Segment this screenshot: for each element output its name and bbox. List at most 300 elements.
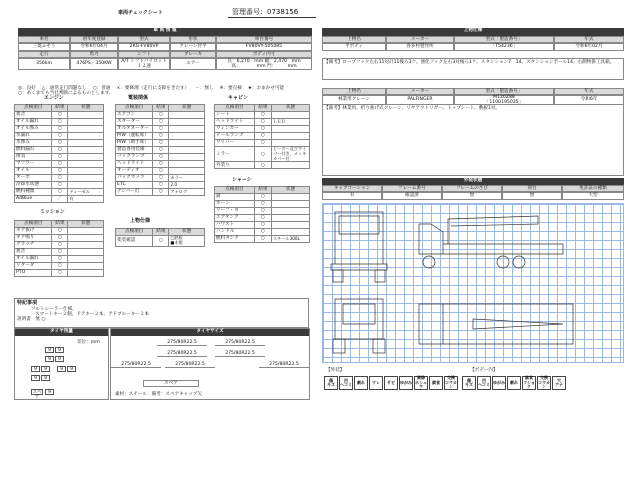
electric-cell: ○ xyxy=(153,112,169,119)
crane-arm xyxy=(448,216,538,244)
table-row xyxy=(116,175,205,182)
chassis-cell: ○ xyxy=(254,222,271,229)
chassis-head: 結果 xyxy=(254,187,271,194)
damage-body-marker: 交換 コウカン xyxy=(538,375,550,390)
electric-cell: ナンバー灯 xyxy=(116,189,153,196)
special-line-1: フルトレーラー仕様。 xyxy=(31,306,77,312)
upper-spec-label: 年式 xyxy=(554,36,624,43)
truck-drawing xyxy=(323,204,625,364)
table-row xyxy=(116,161,205,168)
upper-cell: 架装確認 xyxy=(116,236,153,247)
cabin-cell xyxy=(271,126,309,133)
tire-depth: 9 xyxy=(45,356,54,362)
engine-head: 結果 xyxy=(52,105,68,112)
engine-cell xyxy=(68,119,104,126)
tire-depth: 9 xyxy=(55,356,64,362)
legend-item: －：無し xyxy=(195,86,214,91)
special-title: 特記事項 xyxy=(17,300,38,306)
side-view xyxy=(419,224,563,254)
tire-depth: 9 xyxy=(67,366,76,372)
upper-spec-value: 令和6年 xyxy=(554,95,624,105)
mission-cell xyxy=(68,235,104,242)
side-wheel-1 xyxy=(423,256,435,268)
mission-head-row xyxy=(15,221,104,228)
vehicle-row1-values-3: クレーン付平 xyxy=(170,43,216,51)
upper-note-1-text: ロープフック左右11対計11後ろ3ケ。強化フック左右3対後ろ1ケ。スタンション7 14。スタンションポール14。右側物掛工具箱。 xyxy=(342,60,615,65)
table-row xyxy=(116,147,205,154)
damage-ext-marker: 腐食 xyxy=(429,376,443,390)
mission-cell: ○ xyxy=(52,263,68,270)
engine-cell xyxy=(68,154,104,161)
electric-cell: 製造専用装備 xyxy=(116,147,153,154)
upper-spec-label: 年式 xyxy=(554,88,624,95)
upper-head: 結果 xyxy=(153,229,169,236)
engine-table xyxy=(14,104,104,203)
chassis-cell: ○ xyxy=(254,201,271,208)
vehicle-row1-values-0: 三菱ふそう xyxy=(18,43,70,51)
table-row xyxy=(215,194,310,201)
table-row xyxy=(215,162,310,169)
chassis-cell: エアタンク xyxy=(215,215,255,222)
mission-cell: クラッチ xyxy=(15,242,52,249)
vehicle-row2-labels-0: 走行 xyxy=(18,51,70,58)
electric-cell: スターター xyxy=(116,119,153,126)
cabin-cell xyxy=(271,133,309,140)
engine-cell: 水滲み xyxy=(15,140,52,147)
engine-cell: 燃料種類 xyxy=(15,189,52,196)
exterior-value: 確認済 xyxy=(382,192,442,200)
chassis-cell xyxy=(271,208,309,215)
vehicle-row2-values-2: A/T シフトバイロット １２速 xyxy=(118,58,170,70)
electric-head: 点検項目 xyxy=(116,105,153,112)
top-view xyxy=(419,304,573,344)
cabin-cell: ヒーター及びワイパー付き、メッキカバー付 xyxy=(271,147,309,162)
upper-note-2-label: 【備考】 xyxy=(324,106,343,111)
tire-size xyxy=(110,328,310,400)
vehicle-row2-values-3: エアー xyxy=(170,58,216,70)
chassis-head-row xyxy=(215,187,310,194)
chassis-cell xyxy=(271,201,309,208)
engine-cell: ○ xyxy=(52,175,68,182)
table-row xyxy=(215,112,310,119)
damage-ext-marker: 割れ xyxy=(354,376,368,390)
mgmt-underline xyxy=(228,17,316,18)
cabin-cell xyxy=(271,162,309,169)
table-row xyxy=(15,147,104,154)
tire-depth: 9 xyxy=(31,375,40,381)
upper-head: 状態 xyxy=(169,229,205,236)
mission-cell xyxy=(68,228,104,235)
table-row xyxy=(116,119,205,126)
cabin-cell: 外装り xyxy=(215,162,255,169)
table-row xyxy=(116,154,205,161)
upper-spec-value: 令和6年02月 xyxy=(554,43,624,51)
cabin-head: 点検項目 xyxy=(215,105,255,112)
engine-cell: ターボ xyxy=(15,175,52,182)
vehicle-row1-labels-3: 形状 xyxy=(170,36,216,43)
engine-cell: 有 xyxy=(68,196,104,203)
engine-cell xyxy=(68,112,104,119)
rear-tire-left xyxy=(333,339,345,353)
table-row xyxy=(215,133,310,140)
cabin-head-row xyxy=(215,105,310,112)
tire-size-value: 275/80R22.5 xyxy=(157,351,207,357)
vehicle-row1-labels-4: 車台番号 xyxy=(216,36,312,43)
chassis-cell: ○ xyxy=(254,208,271,215)
mission-head: 結果 xyxy=(52,221,68,228)
table-row xyxy=(15,175,104,182)
engine-cell: ○ xyxy=(52,147,68,154)
engine-cell: ○ xyxy=(52,140,68,147)
table-row xyxy=(15,189,104,196)
upper-spec-value: M120Z88 「1100195035」 xyxy=(454,95,554,105)
mission-cell: オイル漏れ xyxy=(15,256,52,263)
upper-spec-header: 上物仕様 xyxy=(322,28,624,36)
cabin-cell: ○ xyxy=(254,140,271,147)
mission-cell: ○ xyxy=(52,228,68,235)
electric-cell: バックカメラ xyxy=(116,175,153,182)
cabin-head: 結果 xyxy=(254,105,271,112)
upper-head: 点検項目 xyxy=(116,229,153,236)
mission-table xyxy=(14,220,104,277)
table-row xyxy=(15,263,104,270)
engine-cell: ○ xyxy=(52,133,68,140)
table-row xyxy=(15,126,104,133)
vehicle-header: 車 両 情 報 xyxy=(18,28,312,36)
mission-cell: リターダ xyxy=(15,263,52,270)
tire-material: 素材：スチール 備考：スペアキャップ欠 xyxy=(115,392,202,397)
electric-cell: ○ xyxy=(153,140,169,147)
mission-cell xyxy=(68,249,104,256)
vehicle-row1-values-1: 令和6年04月 xyxy=(70,43,118,51)
mission-cell: ○ xyxy=(52,270,68,277)
upper-spec-label: メーカー xyxy=(386,36,454,43)
engine-cell xyxy=(68,133,104,140)
table-row xyxy=(116,126,205,133)
table-row xyxy=(215,147,310,162)
engine-cell xyxy=(68,140,104,147)
legend-item: ※：要点検 xyxy=(219,86,242,91)
damage-body-marker: 凹 ヘコミ xyxy=(477,376,491,390)
upper-spec-value: PALFINGER xyxy=(386,95,454,105)
special-notes xyxy=(14,298,309,328)
exterior-label: フレーム番号 xyxy=(382,185,442,192)
damage-ext-marker: 交換 コウカン xyxy=(445,375,457,390)
legend-item: △：通常走行問題なし xyxy=(41,86,87,91)
table-row xyxy=(116,236,205,247)
electric-cell xyxy=(169,112,205,119)
front-tire-left xyxy=(333,270,343,282)
engine-cell xyxy=(68,147,104,154)
upper-spec-value: 平ボディ xyxy=(322,43,386,51)
vehicle-row1-values-2: 2KG-FV80VP xyxy=(118,43,170,51)
exterior-value: 無 xyxy=(502,192,562,200)
table-row xyxy=(15,228,104,235)
table-row xyxy=(15,249,104,256)
electric-cell: ○ xyxy=(153,189,169,196)
engine-cell: 排気 xyxy=(15,154,52,161)
cabin-cell: ウィンカー xyxy=(215,126,255,133)
table-row xyxy=(15,154,104,161)
upper-note-2-text: 林業用。折り曲げ式クレーン。リヤアウトリガー。トップシート。敷板1対。 xyxy=(342,106,500,111)
engine-cell: ○ xyxy=(52,168,68,175)
tire-depth: 9 xyxy=(41,366,50,372)
engine-cell xyxy=(68,126,104,133)
tire-size-value: 275/80R22.5 xyxy=(165,362,215,368)
electric-cell: 2.0 xyxy=(169,182,205,189)
chassis-cell: スチール300L xyxy=(271,236,309,243)
electric-cell: アナログ xyxy=(169,189,205,196)
table-row xyxy=(15,161,104,168)
cabin-cell: ＬＥＤ xyxy=(271,119,309,126)
cabin-cell: ワイパー xyxy=(215,140,255,147)
cabin-cell xyxy=(271,112,309,119)
engine-head: 状態 xyxy=(68,105,104,112)
management-number xyxy=(232,8,298,16)
mission-cell: ○ xyxy=(52,249,68,256)
engine-cell xyxy=(68,161,104,168)
electric-cell: ETC xyxy=(116,182,153,189)
tire-size-spare: スペア xyxy=(143,380,199,387)
upper-spec-label: 上物名 xyxy=(322,36,386,43)
engine-head: 点検項目 xyxy=(15,105,52,112)
doc-title: 車両チェックシート xyxy=(118,10,163,16)
cabin-cell: ○ xyxy=(254,112,271,119)
electric-cell xyxy=(169,154,205,161)
upper-spec-label: 上物名 xyxy=(322,88,386,95)
electric-cell: オルタネーター xyxy=(116,126,153,133)
engine-cell: ○ xyxy=(52,161,68,168)
electric-cell: ○ xyxy=(153,126,169,133)
exterior-label: 免許証の種類 xyxy=(562,185,624,192)
table-row xyxy=(15,119,104,126)
upper-spec-value: 「T54236」 xyxy=(454,43,554,51)
tire-size-value: 275/80R22.5 xyxy=(215,340,265,346)
table-row xyxy=(116,133,205,140)
rear-view xyxy=(335,299,383,339)
electric-cell xyxy=(169,161,205,168)
engine-cell: ディーゼル xyxy=(68,189,104,196)
cabin-cell: テールランプ xyxy=(215,133,255,140)
vehicle-row2-labels-1: 馬力 xyxy=(70,51,118,58)
legend-item: ○：あくまでも当社判断によるものとします。 xyxy=(18,91,114,97)
table-row xyxy=(116,140,205,147)
table-row xyxy=(215,215,310,222)
vehicle-row2-labels-4: ボディ内寸 xyxy=(216,51,312,58)
table-row xyxy=(15,242,104,249)
front-view xyxy=(331,212,387,270)
electric-head: 状態 xyxy=(169,105,205,112)
spare-value: 9 xyxy=(45,389,54,395)
electric-cell: ヘッドライト xyxy=(116,161,153,168)
upper-spec-label: 型式「製造番号」 xyxy=(454,88,554,95)
chassis-title: シャーシ xyxy=(232,177,252,183)
cabin-title: キャビン xyxy=(228,95,249,101)
engine-head-row xyxy=(15,105,104,112)
cabin-cell: ○ xyxy=(254,126,271,133)
engine-cell: ○ xyxy=(52,119,68,126)
electric-cell: ○ xyxy=(153,154,169,161)
tire-axle-label: 差位：mm xyxy=(77,340,100,345)
damage-body-marker: 傷 キズ xyxy=(462,376,476,390)
chassis-table xyxy=(214,186,310,243)
legend-item: ×：要修理（走行に支障をきたす） xyxy=(116,86,190,91)
upper-note-1 xyxy=(322,58,624,80)
electric-cell: ○ xyxy=(153,133,169,140)
table-row xyxy=(15,235,104,242)
electric-head: 結果 xyxy=(153,105,169,112)
mission-cell xyxy=(68,256,104,263)
vehicle-row2-labels-2: シフト xyxy=(118,51,170,58)
vehicle-row2-values-1: 476PS／350KW xyxy=(70,58,118,70)
tire-size-value: 275/80R22.5 xyxy=(259,362,309,368)
mission-cell: PTO xyxy=(15,270,52,277)
vehicle-row2-values-4: 長：6,270 mm 幅：2,470 mm 高： mm 門： mm xyxy=(216,58,312,70)
electric-cell: ○ xyxy=(153,147,169,154)
chassis-cell: ハンドル xyxy=(215,229,255,236)
electric-cell: カラー xyxy=(169,175,205,182)
electric-cell xyxy=(169,126,205,133)
table-row xyxy=(116,168,205,175)
tire-depth: 9 xyxy=(57,366,66,372)
cabin-table xyxy=(214,104,310,169)
cabin-cell: シート xyxy=(215,112,255,119)
engine-cell: オイル滲み xyxy=(15,126,52,133)
table-row xyxy=(15,112,104,119)
electric-cell xyxy=(169,168,205,175)
engine-cell: ○ xyxy=(52,154,68,161)
upper-spec-label: メーカー xyxy=(386,88,454,95)
electric-cell xyxy=(169,147,205,154)
damage-ext-marker: 補修 ホシュウ xyxy=(415,375,427,390)
cabin-cell: ヘッドライト xyxy=(215,119,255,126)
cabin-cell: ○ xyxy=(254,147,271,162)
electric-cell xyxy=(169,133,205,140)
engine-cell: マフラー xyxy=(15,161,52,168)
exterior-header: 外装状態 xyxy=(322,178,624,185)
chassis-cell xyxy=(271,229,309,236)
tire-chart-title: タイヤ残量 xyxy=(15,329,108,336)
engine-cell: AdBlue xyxy=(15,196,52,203)
tire-depth: 9 xyxy=(41,375,50,381)
chassis-cell xyxy=(271,222,309,229)
engine-cell: 水漏れ xyxy=(15,133,52,140)
table-row xyxy=(215,208,310,215)
electric-cell: ○ xyxy=(153,175,169,182)
chassis-cell: バウスト xyxy=(215,222,255,229)
truck-diagram xyxy=(322,203,624,363)
engine-cell: 異音 xyxy=(15,112,52,119)
damage-ext-marker: サビ xyxy=(384,376,398,390)
table-row xyxy=(15,133,104,140)
mission-cell: ○ xyxy=(52,235,68,242)
engine-cell: ○ xyxy=(52,126,68,133)
exterior-value: 大型 xyxy=(562,192,624,200)
upper-note-1-label: 【備考】 xyxy=(324,60,343,65)
damage-body-marker: 腐食 フショク xyxy=(523,375,535,390)
table-row xyxy=(215,229,310,236)
legend-item: ◎：良好 xyxy=(18,86,36,91)
chassis-cell xyxy=(271,215,309,222)
vehicle-row1-labels-2: 型式 xyxy=(118,36,170,43)
cabin-cell: ○ xyxy=(254,133,271,140)
vehicle-row2-labels-3: ブレーキ xyxy=(170,51,216,58)
electric-cell: オーディオ xyxy=(116,168,153,175)
chassis-cell: ○ xyxy=(254,215,271,222)
electric-title: 電装関係 xyxy=(128,95,149,101)
manual-label: 説明書 xyxy=(17,317,31,323)
tire-chart xyxy=(14,328,109,400)
upper-spec-value: 喜多村製作所 xyxy=(386,43,454,51)
mission-head: 状態 xyxy=(68,221,104,228)
engine-cell xyxy=(68,175,104,182)
table-row xyxy=(215,126,310,133)
damage-ext-marker: 凹 ヘコミ xyxy=(339,376,353,390)
mission-cell: ○ xyxy=(52,242,68,249)
manual-value: 無 ○ xyxy=(35,317,46,323)
upper-spec-label: 型式「製造番号」 xyxy=(454,36,554,43)
table-row xyxy=(15,168,104,175)
chassis-cell: ○ xyxy=(254,229,271,236)
damage-body-marker: ゆがみ xyxy=(492,376,506,390)
engine-cell: 冷却水状態 xyxy=(15,182,52,189)
legend-item: ○：普通 xyxy=(92,86,111,91)
chassis-cell: リーフ・ヨ xyxy=(215,208,255,215)
upper-spec-value: 林業用クレーン xyxy=(322,95,386,105)
upper-head-row xyxy=(116,229,205,236)
legend-item: ★：おまかせ可能 xyxy=(247,86,285,91)
engine-cell: オイル xyxy=(15,168,52,175)
damage-ext-title: 【外装】 xyxy=(326,368,345,373)
cabin-head: 状態 xyxy=(271,105,309,112)
table-row xyxy=(116,189,205,196)
mission-title: ミッション xyxy=(40,209,65,215)
mission-cell: ギア鳴り xyxy=(15,235,52,242)
vehicle-row2-values-0: 356km xyxy=(18,58,70,70)
exterior-value: 有 xyxy=(322,192,382,200)
mission-cell: 異音 xyxy=(15,249,52,256)
chassis-cell: 燃料タンク xyxy=(215,236,255,243)
exterior-label: 荷台 xyxy=(502,185,562,192)
engine-cell: ／ xyxy=(52,196,68,203)
electric-cell: ○ xyxy=(153,182,169,189)
electric-cell: ○ xyxy=(153,161,169,168)
table-row xyxy=(215,201,310,208)
electric-head-row xyxy=(116,105,205,112)
electric-cell xyxy=(169,140,205,147)
tire-depth: 9 xyxy=(31,366,40,372)
spare-label: スペア xyxy=(32,390,42,400)
chassis-cell: ○ xyxy=(254,236,271,243)
vehicle-row1-values-4: FV80VY-505085 xyxy=(216,43,312,51)
damage-body-marker: 割れ xyxy=(507,376,521,390)
mission-cell: ○ xyxy=(52,256,68,263)
damage-ext-marker: ワレ xyxy=(369,376,383,390)
tire-size-value: 275/80R22.5 xyxy=(111,362,161,368)
mgmt-label: 管理番号： xyxy=(232,8,267,16)
electric-cell: バックランプ xyxy=(116,154,153,161)
electric-cell: P/W（助手席） xyxy=(116,140,153,147)
table-row xyxy=(215,119,310,126)
engine-cell: ○ xyxy=(52,112,68,119)
tire-depth: 9 xyxy=(55,347,64,353)
electric-cell: P/W（運転席） xyxy=(116,133,153,140)
chassis-cell: ホーン xyxy=(215,201,255,208)
tire-depth: 9 xyxy=(45,347,54,353)
table-row xyxy=(15,196,104,203)
table-row xyxy=(15,256,104,263)
chassis-cell: ○ xyxy=(254,194,271,201)
